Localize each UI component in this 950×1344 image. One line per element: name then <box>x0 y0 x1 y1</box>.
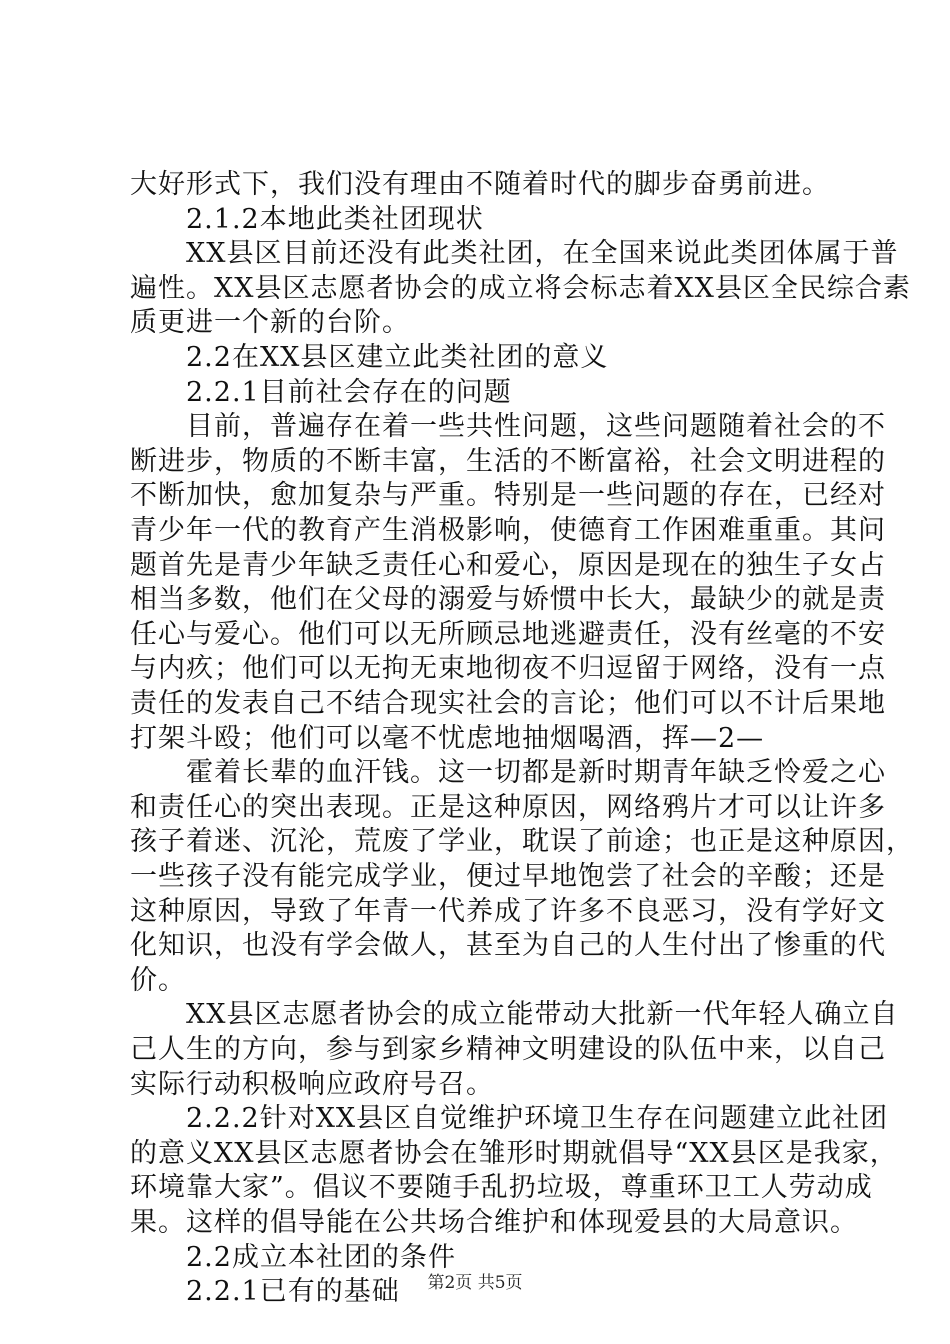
text-line: 相当多数，他们在父母的溺爱与娇惯中长大，最缺少的就是责 <box>130 584 886 616</box>
text-line: 环境靠大家”。倡议不要随手乱扔垃圾，尊重环卫工人劳动成 <box>130 1172 873 1204</box>
text-line: 断进步，物质的不断丰富，生活的不断富裕，社会文明进程的 <box>130 445 886 477</box>
text-line: XX县区志愿者协会的成立能带动大批新一代年轻人确立自 <box>130 999 899 1031</box>
text-line: 实际行动积极响应政府号召。 <box>130 1068 494 1100</box>
text-line: 的意义XX县区志愿者协会在雏形时期就倡导“XX县区是我家， <box>130 1137 898 1169</box>
text-line: 2.2在XX县区建立此类社团的意义 <box>130 342 609 373</box>
page-footer: 第2页 共5页 <box>427 1273 523 1293</box>
text-line: 这种原因，导致了年青一代养成了许多不良恶习，没有学好文 <box>130 895 886 927</box>
text-line: 2.1.2本地此类社团现状 <box>130 203 484 235</box>
text-line: 与内疚；他们可以无拘无束地彻夜不归逗留于网络，没有一点 <box>130 653 886 685</box>
text-line: 己人生的方向，参与到家乡精神文明建设的队伍中来，以自己 <box>130 1034 886 1065</box>
text-line: 价。 <box>130 964 186 996</box>
text-line: 质更进一个新的台阶。 <box>130 307 410 339</box>
text-line: 和责任心的突出表现。正是这种原因，网络鸦片才可以让许多 <box>130 791 886 823</box>
text-line: 果。这样的倡导能在公共场合维护和体现爱县的大局意识。 <box>130 1207 858 1238</box>
text-line: 化知识，也没有学会做人，甚至为自己的人生付出了惨重的代 <box>130 930 886 962</box>
text-line: 一些孩子没有能完成学业，便过早地饱尝了社会的辛酸；还是 <box>130 861 886 892</box>
text-line: 2.2.2针对XX县区自觉维护环境卫生存在问题建立此社团 <box>130 1103 889 1135</box>
text-line: 不断加快，愈加复杂与严重。特别是一些问题的存在，已经对 <box>130 480 886 512</box>
text-line: 打架斗殴；他们可以毫不忧虑地抽烟喝酒，挥—2— <box>130 722 765 754</box>
text-line: 遍性。XX县区志愿者协会的成立将会标志着XX县区全民综合素 <box>130 272 911 304</box>
text-line: 目前，普遍存在着一些共性问题，这些问题随着社会的不 <box>130 411 886 443</box>
text-line: XX县区目前还没有此类社团，在全国来说此类团体属于普 <box>130 238 899 270</box>
text-line: 任心与爱心。他们可以无所顾忌地逃避责任，没有丝毫的不安 <box>130 618 886 650</box>
text-line: 2.2成立本社团的条件 <box>130 1241 456 1273</box>
text-line: 2.2.1已有的基础 <box>130 1276 400 1308</box>
text-line: 大好形式下，我们没有理由不随着时代的脚步奋勇前进。 <box>130 169 830 200</box>
text-line: 题首先是青少年缺乏责任心和爱心，原因是现在的独生子女占 <box>130 549 886 581</box>
text-line: 责任的发表自己不结合现实社会的言论；他们可以不计后果地 <box>130 688 886 719</box>
text-line: 霍着长辈的血汗钱。这一切都是新时期青年缺乏怜爱之心 <box>130 757 886 789</box>
text-line: 2.2.1目前社会存在的问题 <box>130 376 512 408</box>
text-line: 青少年一代的教育产生消极影响，使德育工作困难重重。其问 <box>130 515 886 546</box>
text-line: 孩子着迷、沉沦，荒废了学业，耽误了前途；也正是这种原因， <box>130 826 914 858</box>
